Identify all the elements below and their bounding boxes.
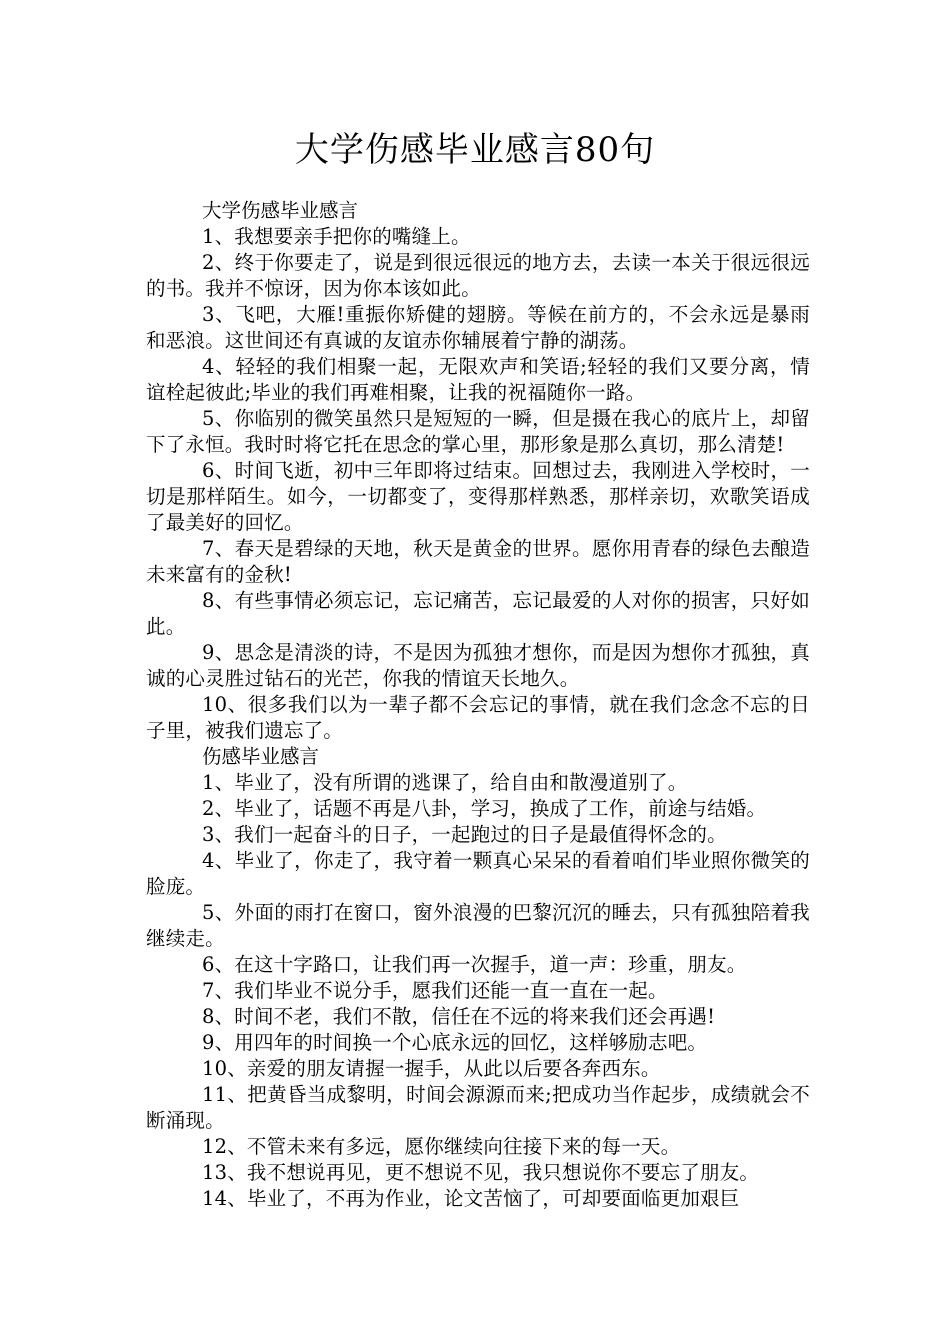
paragraph: 12、不管未来有多远，愿你继续向往接下来的每一天。 <box>202 1135 681 1158</box>
paragraph: 9、用四年的时间换一个心底永远的回忆，这样够励志吧。 <box>202 1031 708 1054</box>
paragraph: 6、时间飞逝，初中三年即将过结束。回想过去，我刚进入学校时，一切是那样陌生。如今，一切都变了，变得那样熟悉，那样亲切，欢歌笑语成了最美好的回忆。 <box>146 459 810 534</box>
document-title: 大学伤感毕业感言80句 <box>294 130 656 170</box>
paragraph: 11、把黄昏当成黎明，时间会源源而来;把成功当作起步，成绩就会不断涌现。 <box>146 1083 810 1132</box>
paragraph: 6、在这十字路口，让我们再一次握手，道一声：珍重，朋友。 <box>202 953 747 976</box>
paragraph: 1、毕业了，没有所谓的逃课了，给自由和散漫道别了。 <box>202 771 688 794</box>
section-heading: 伤感毕业感言 <box>202 745 320 768</box>
paragraph: 2、终于你要走了，说是到很远很远的地方去，去读一本关于很远很远的书。我并不惊讶，因为你本该如此。 <box>146 251 810 300</box>
paragraph: 13、我不想说再见，更不想说不见，我只想说你不要忘了朋友。 <box>202 1161 760 1184</box>
paragraph: 7、春天是碧绿的天地，秋天是黄金的世界。愿你用青春的绿色去酿造未来富有的金秋! <box>146 537 810 586</box>
paragraph: 7、我们毕业不说分手，愿我们还能一直一直在一起。 <box>202 979 668 1002</box>
section-heading: 大学伤感毕业感言 <box>202 199 359 222</box>
paragraph: 4、轻轻的我们相聚一起，无限欢声和笑语;轻轻的我们又要分离，情谊栓起彼此;毕业的我们再难相聚，让我的祝福随你一路。 <box>146 355 810 404</box>
paragraph: 5、外面的雨打在窗口，窗外浪漫的巴黎沉沉的睡去，只有孤独陪着我继续走。 <box>146 901 810 950</box>
paragraph: 10、很多我们以为一辈子都不会忘记的事情，就在我们念念不忘的日子里，被我们遗忘了。 <box>146 693 810 742</box>
paragraph: 9、思念是清淡的诗，不是因为孤独才想你，而是因为想你才孤独，真诚的心灵胜过钻石的光芒，你我的情谊天长地久。 <box>146 641 810 690</box>
paragraph: 3、飞吧，大雁!重振你矫健的翅膀。等候在前方的，不会永远是暴雨和恶浪。这世间还有真诚的友谊赤你辅展着宁静的湖荡。 <box>146 303 810 352</box>
paragraph: 8、有些事情必须忘记，忘记痛苦，忘记最爱的人对你的损害，只好如此。 <box>146 589 810 638</box>
paragraph: 10、亲爱的朋友请握一握手，从此以后要各奔西东。 <box>202 1057 661 1080</box>
paragraph: 5、你临别的微笑虽然只是短短的一瞬，但是摄在我心的底片上，却留下了永恒。我时时将它托在思念的掌心里，那形象是那么真切，那么清楚! <box>146 407 810 456</box>
paragraph: 14、毕业了，不再为作业，论文苦恼了，可却要面临更加艰巨 <box>202 1187 740 1210</box>
paragraph: 8、时间不老，我们不散，信任在不远的将来我们还会再遇! <box>202 1005 716 1028</box>
paragraph: 4、毕业了，你走了，我守着一颗真心呆呆的看着咱们毕业照你微笑的脸庞。 <box>146 849 810 898</box>
paragraph: 2、毕业了，话题不再是八卦，学习，换成了工作，前途与结婚。 <box>202 797 767 820</box>
paragraph: 3、我们一起奋斗的日子，一起跑过的日子是最值得怀念的。 <box>202 823 727 846</box>
paragraph: 1、我想要亲手把你的嘴缝上。 <box>202 225 471 248</box>
document-body <box>146 198 810 1212</box>
